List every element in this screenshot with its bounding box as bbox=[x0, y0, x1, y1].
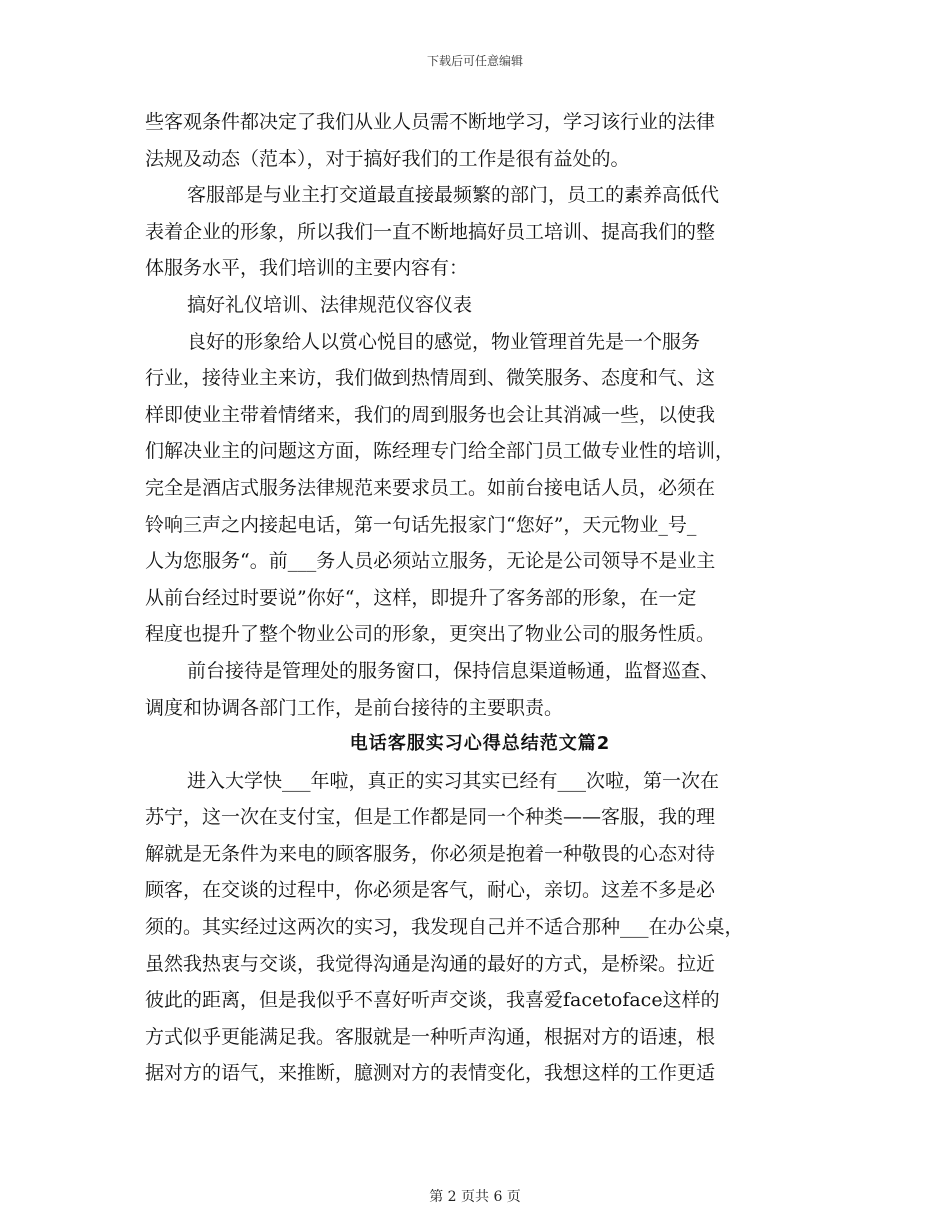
page-header: 下载后可任意编辑 bbox=[426, 54, 523, 68]
paragraph-line: 表着企业的形象，所以我们一直不断地搞好员工培训、提高我们的整 bbox=[145, 220, 716, 243]
page-number: 第 2 页共 6 页 bbox=[429, 1189, 521, 1205]
paragraph-line: 铃响三声之内接起电话，第一句话先报家门“您好”，天元物业_号_ bbox=[145, 513, 697, 536]
paragraph-line: 彼此的距离，但是我似乎不喜好听声交谈，我喜爱facetoface这样的 bbox=[145, 989, 720, 1012]
document-body bbox=[145, 104, 815, 1092]
paragraph-line: 们解决业主的问题这方面，陈经理专门给全部门员工做专业性的培训， bbox=[145, 440, 735, 463]
paragraph-line: 良好的形象给人以赏心悦目的感觉，物业管理首先是一个服务 bbox=[187, 330, 701, 353]
paragraph-line: 虽然我热衷与交谈，我觉得沟通是沟通的最好的方式，是桥梁。拉近 bbox=[145, 952, 716, 975]
section-heading: 电话客服实习心得总结范文篇2 bbox=[349, 733, 611, 755]
paragraph-line: 须的。其实经过这两次的实习，我发现自己并不适合那种___在办公桌， bbox=[145, 916, 744, 939]
paragraph-line: 程度也提升了整个物业公司的形象，更突出了物业公司的服务性质。 bbox=[145, 623, 716, 646]
paragraph-line: 从前台经过时要说”你好“，这样，即提升了客务部的形象，在一定 bbox=[145, 586, 697, 609]
paragraph-line: 行业，接待业主来访，我们做到热情周到、微笑服务、态度和气、这 bbox=[145, 367, 716, 390]
paragraph-line: 体服务水平，我们培训的主要内容有： bbox=[145, 257, 469, 280]
paragraph-line: 些客观条件都决定了我们从业人员需不断地学习，学习该行业的法律 bbox=[145, 111, 716, 133]
paragraph-line: 据对方的语气，来推断，臆测对方的表情变化，我想这样的工作更适 bbox=[145, 1062, 716, 1085]
paragraph-line: 方式似乎更能满足我。客服就是一种听声沟通，根据对方的语速，根 bbox=[145, 1025, 716, 1048]
paragraph-line: 法规及动态（范本），对于搞好我们的工作是很有益处的。 bbox=[145, 147, 630, 170]
paragraph-line: 解就是无条件为来电的顾客服务，你必须是抱着一种敬畏的心态对待 bbox=[145, 842, 716, 865]
paragraph-line: 样即使业主带着情绪来，我们的周到服务也会让其消减一些，以使我 bbox=[145, 403, 716, 426]
paragraph-line: 搞好礼仪培训、法律规范仪容仪表 bbox=[187, 293, 473, 316]
paragraph-line: 完全是酒店式服务法律规范来要求员工。如前台接电话人员，必须在 bbox=[145, 476, 716, 499]
paragraph-line: 人为您服务“。前___务人员必须站立服务，无论是公司领导不是业主 bbox=[145, 550, 716, 573]
paragraph-line: 进入大学快___年啦，真正的实习其实已经有___次啦，第一次在 bbox=[187, 769, 720, 792]
paragraph-line: 苏宁，这一次在支付宝，但是工作都是同一个种类——客服，我的理 bbox=[145, 806, 716, 829]
paragraph-line: 前台接待是管理处的服务窗口，保持信息渠道畅通，监督巡查、 bbox=[187, 659, 720, 682]
paragraph-line: 顾客，在交谈的过程中，你必须是客气，耐心，亲切。这差不多是必 bbox=[145, 879, 716, 902]
paragraph-line: 调度和协调各部门工作，是前台接待的主要职责。 bbox=[145, 696, 564, 719]
paragraph-line: 客服部是与业主打交道最直接最频繁的部门，员工的素养高低代 bbox=[187, 184, 720, 207]
